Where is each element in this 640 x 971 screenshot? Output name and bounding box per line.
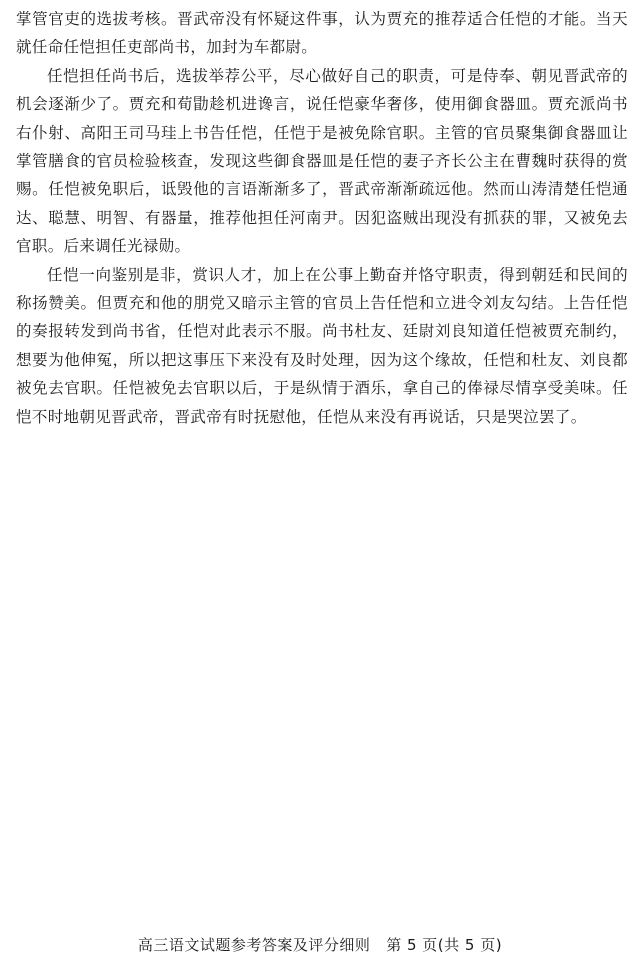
- page-number: 第 5 页(共 5 页): [386, 936, 503, 954]
- footer-title: 高三语文试题参考答案及评分细则: [137, 936, 371, 954]
- paragraph-continued: 掌管官吏的选拔考核。晋武帝没有怀疑这件事，认为贾充的推荐适合任恺的才能。当天就任命任恺担任吏部尚书，加封为车都尉。: [16, 10, 628, 57]
- page-footer: [0, 934, 640, 955]
- paragraph: 任恺担任尚书后，选拔举荐公平，尽心做好自己的职责，可是侍奉、朝见晋武帝的机会逐渐少了。贾充和荀勖趁机进谗言，说任恺豪华奢侈，使用御食器皿。贾充派尚书右仆射、高阳王司马珪上书告任恺，任恺于是被免除官职。主管的官员聚集御食器皿让掌管膳食的官员检验核查，发现这些御食器皿是任恺的妻子齐长公主在曹魏时获得的赏赐。任恺被免职后，诋毁他的言语渐渐多了，晋武帝渐渐疏远他。然而山涛清楚任恺通达、聪慧、明智、有器量，推荐他担任河南尹。因犯盗贼出现没有抓获的罪，又被免去官职。后来调任光禄勋。: [16, 66, 628, 256]
- paragraph: 任恺一向鉴别是非，赏识人才，加上在公事上勤奋并恪守职责，得到朝廷和民间的称扬赞美。但贾充和他的朋党又暗示主管的官员上告任恺和立进令刘友勾结。上告任恺的奏报转发到尚书省，任恺对此表示不服。尚书杜友、廷尉刘良知道任恺被贾充制约，想要为他伸冤，所以把这事压下来没有及时处理，因为这个缘故，任恺和杜友、刘良都被免去官职。任恺被免去官职以后，于是纵情于酒乐，拿自己的俸禄尽情享受美味。任恺不时地朝见晋武帝，晋武帝有时抚慰他，任恺从来没有再说话，只是哭泣罢了。: [16, 265, 628, 426]
- document-body: [16, 5, 628, 431]
